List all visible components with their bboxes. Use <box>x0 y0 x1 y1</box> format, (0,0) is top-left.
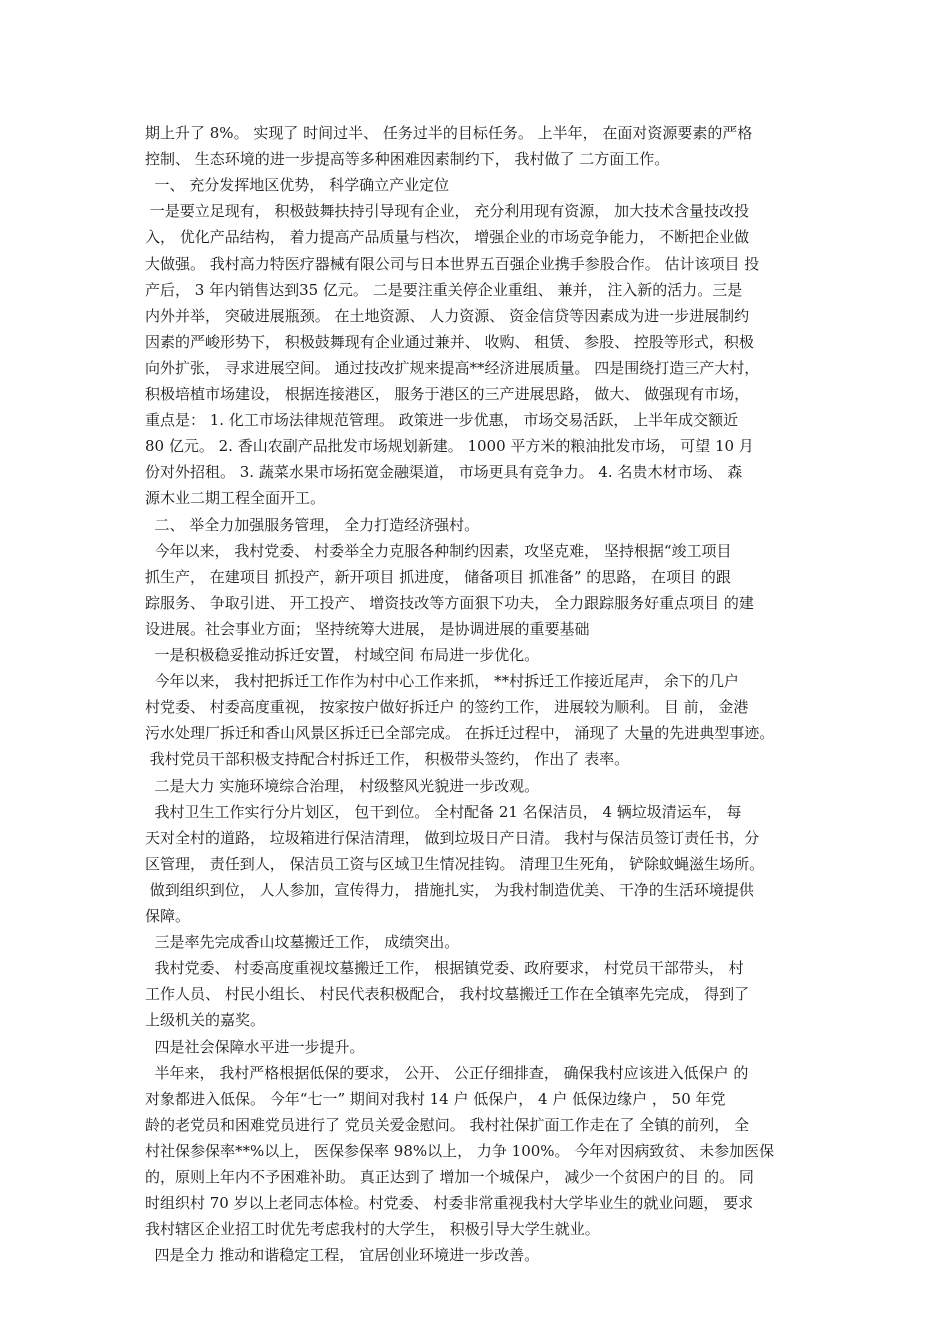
text-line: 三是率先完成香山坟墓搬迁工作， 成绩突出。 <box>145 933 460 952</box>
text-line: 我村党员干部积极支持配合村拆迁工作， 积极带头签约， 作出了 表率。 <box>145 750 630 769</box>
text-line: 龄的老党员和困难党员进行了 党员关爱金慰问。 我村社保扩面工作走在了 全镇的前列， 全 <box>145 1115 750 1134</box>
text-line: 今年以来， 我村把拆迁工作作为村中心工作来抓， **村拆迁工作接近尾声， 余下的几户 <box>145 672 739 691</box>
text-line: 对象都进入低保。 今年“七一” 期间对我村 14 户 低保户， 4 户 低保边缘户 ， 50 年党 <box>145 1089 726 1108</box>
text-line: 积极培植市场建设， 根据连接港区， 服务于港区的三产进展思路， 做大、 做强现有市场， <box>145 385 750 403</box>
text-line: 工作人员、 村民小组长、 村民代表积极配合， 我村坟墓搬迁工作在全镇率先完成， 得到了 <box>145 985 750 1004</box>
text-line: 大做强。 我村高力特医疗器械有限公司与日本世界五百强企业携手参股合作。 估计该项目 投 <box>145 254 760 273</box>
text-line: 我村卫生工作实行分片划区， 包干到位。 全村配备 21 名保洁员， 4 辆垃圾清运车， 每 <box>145 802 742 821</box>
text-line: 二、 举全力加强服务管理， 全力打造经济强村。 <box>145 515 480 534</box>
text-line: 村党委、 村委高度重视， 按家按户做好拆迁户 的签约工作， 进展较为顺利。 目 前， 金港 <box>145 698 749 717</box>
text-line: 做到组织到位， 人人参加，宣传得力， 措施扎实， 为我村制造优美、 干净的生活环境提供 <box>145 880 754 899</box>
text-line: 向外扩张， 寻求进展空间。 通过技改扩规来提高**经济进展质量。 四是围绕打造三产大村， <box>145 358 760 377</box>
text-line: 入， 优化产品结构， 着力提高产品质量与档次， 增强企业的市场竞争能力， 不断把企业做 <box>145 228 750 247</box>
text-line: 因素的严峻形势下， 积极鼓舞现有企业通过兼并、 收购、 租赁、 参股、 控股等形式，积极 <box>145 332 754 351</box>
text-line: 份对外招租。 3. 蔬菜水果市场拓宽金融渠道， 市场更具有竞争力。 4. 名贵木材市场、 森 <box>145 463 743 482</box>
text-line: 上级机关的嘉奖。 <box>145 1011 266 1030</box>
text-line: 二是大力 实施环境综合治理， 村级整风光貌进一步改观。 <box>145 776 540 795</box>
text-line: 我村辖区企业招工时优先考虑我村的大学生， 积极引导大学生就业。 <box>145 1220 600 1239</box>
text-line: 四是全力 推动和谐稳定工程， 宜居创业环境进一步改善。 <box>145 1246 540 1265</box>
text-line: 期上升了 8%。 实现了 时间过半、 任务过半的目标任务。 上半年， 在面对资源要素的严格 <box>145 124 753 142</box>
text-line: 一、 充分发挥地区优势， 科学确立产业定位 <box>145 176 450 195</box>
text-line: 一是要立足现有， 积极鼓舞扶持引导现有企业， 充分利用现有资源， 加大技术含量技改投 <box>145 202 750 221</box>
text-line: 污水处理厂拆迁和香山风景区拆迁已全部完成。 在拆迁过程中， 涌现了 大量的先进典型事迹。 <box>145 724 775 743</box>
text-line: 村社保参保率**%以上， 医保参保率 98%以上， 力争 100%。 今年对因病致贫、 未参加医保 <box>145 1141 775 1160</box>
text-line: 设进展。社会事业方面； 坚持统筹大进展， 是协调进展的重要基础 <box>145 619 590 638</box>
text-line: 四是社会保障水平进一步提升。 <box>145 1037 365 1056</box>
text-line: 区管理， 责任到人， 保洁员工资与区域卫生情况挂钩。 清理卫生死角， 铲除蚊蝇滋生场所。 <box>145 854 765 873</box>
text-line: 80 亿元。 2. 香山农副产品批发市场规划新建。 1000 平方米的粮油批发市场， 可望 10 月 <box>145 437 754 456</box>
text-line: 的，原则上年内不予困难补助。 真正达到了 增加一个城保户， 减少一个贫困户的目 的。 同 <box>145 1168 754 1186</box>
text-line: 产后， 3 年内销售达到35 亿元。 二是要注重关停企业重组、 兼并， 注入新的活力。三是 <box>145 280 743 299</box>
text-line: 重点是： 1. 化工市场法律规范管理。 政策进一步优惠， 市场交易活跃， 上半年成交额近 <box>145 411 739 430</box>
text-line: 一是积极稳妥推动拆迁安置， 村域空间 布局进一步优化。 <box>145 646 540 664</box>
text-line: 时组织村 70 岁以上老同志体检。村党委、 村委非常重视我村大学毕业生的就业问题， 要求 <box>145 1194 754 1213</box>
text-line: 内外并举， 突破进展瓶颈。 在土地资源、 人力资源、 资金信贷等因素成为进一步进展制约 <box>145 306 750 325</box>
text-line: 保障。 <box>145 907 191 925</box>
text-line: 控制、 生态环境的进一步提高等多种困难因素制约下， 我村做了 二方面工作。 <box>145 150 670 169</box>
text-line: 源木业二期工程全面开工。 <box>145 489 326 508</box>
text-line: 踪服务、 争取引进、 开工投产、 增资技改等方面狠下功夫， 全力跟踪服务好重点项目 的建 <box>145 593 754 612</box>
text-line: 天对全村的道路， 垃圾箱进行保洁清理， 做到垃圾日产日清。 我村与保洁员签订责任书，分 <box>145 828 760 847</box>
text-line: 我村党委、 村委高度重视坟墓搬迁工作， 根据镇党委、政府要求， 村党员干部带头， 村 <box>145 959 744 978</box>
text-line: 今年以来， 我村党委、 村委举全力克服各种制约因素，攻坚克难， 坚持根据“竣工项目 <box>145 541 732 560</box>
text-line: 抓生产， 在建项目 抓投产，新开项目 抓进度， 储备项目 抓准备” 的思路， 在项目 的跟 <box>145 567 731 586</box>
text-line: 半年来， 我村严格根据低保的要求， 公开、 公正仔细排查， 确保我村应该进入低保户 的 <box>145 1063 749 1082</box>
